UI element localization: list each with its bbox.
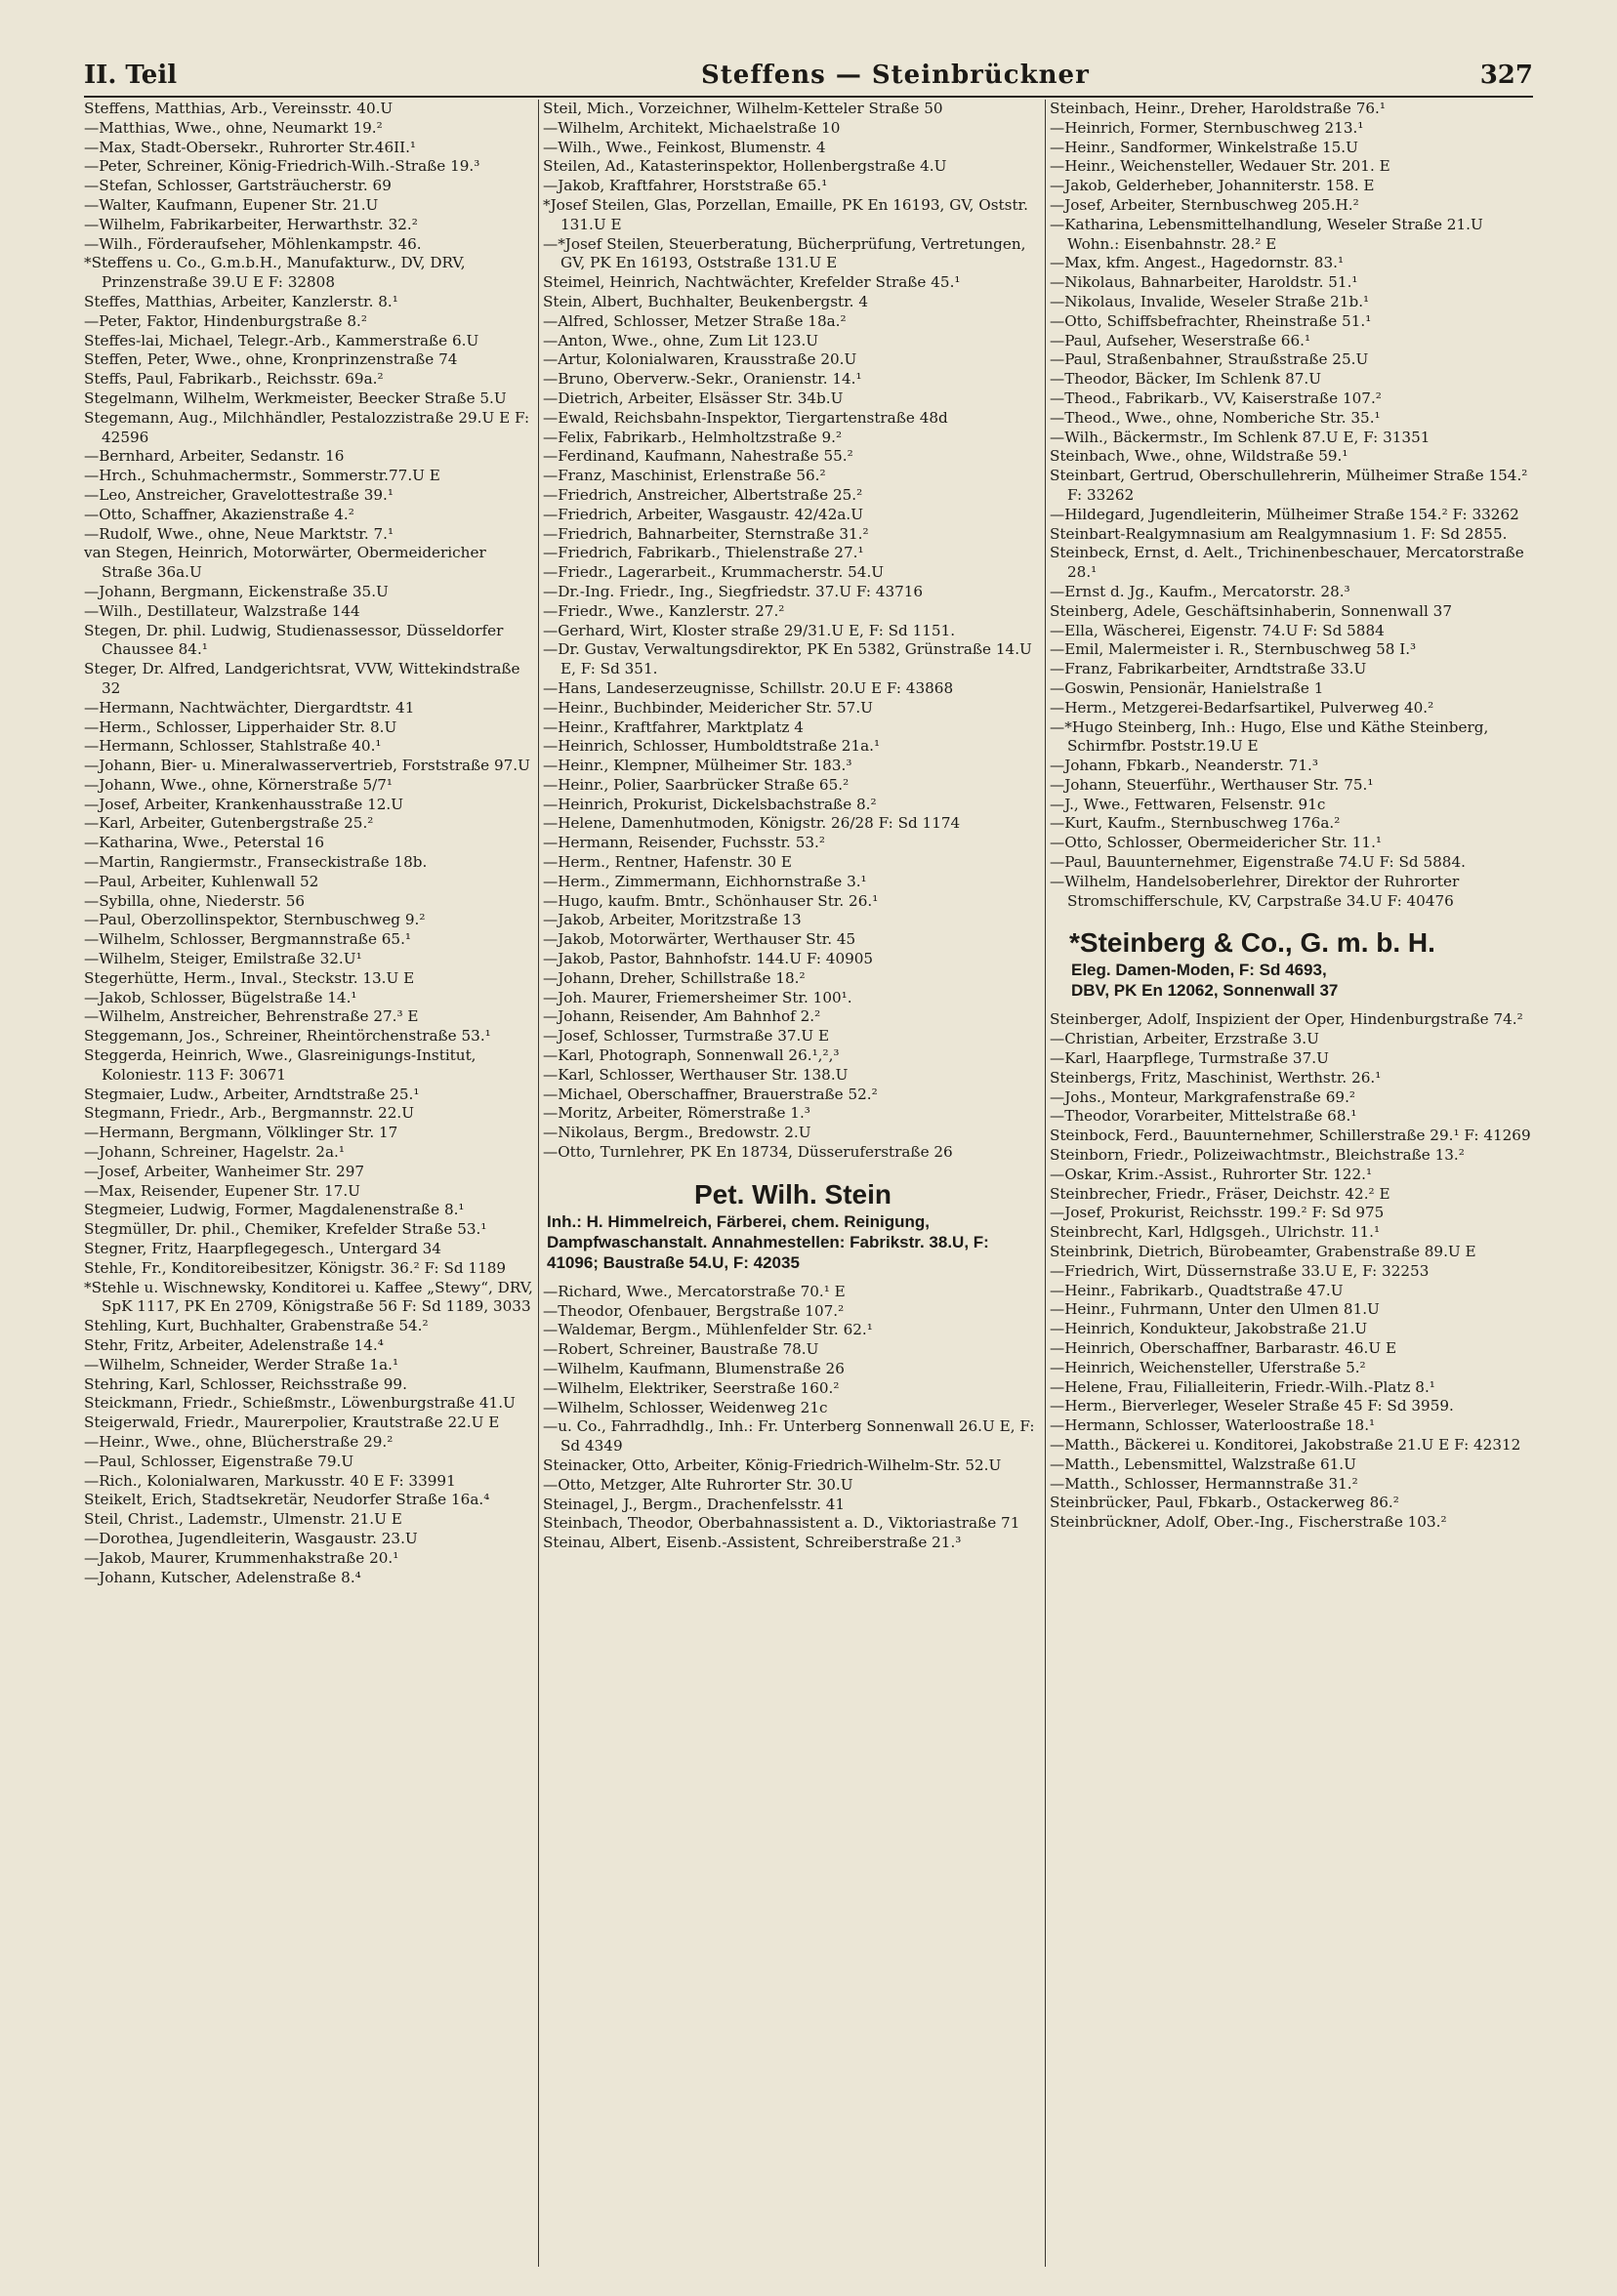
directory-entry: —Theod., Fabrikarb., VV, Kaiserstraße 107.² <box>1050 389 1382 407</box>
ad-line: DBV, PK En 12062, Sonnenwall 37 <box>1071 981 1339 1001</box>
directory-entry: —Nikolaus, Bahnarbeiter, Haroldstr. 51.¹ <box>1050 273 1358 292</box>
directory-entry: —Sybilla, ohne, Niederstr. 56 <box>84 891 306 910</box>
directory-entry: —Wilhelm, Schlosser, Bergmannstraße 65.¹ <box>84 930 412 949</box>
directory-entry: —Heinrich, Oberschaffner, Barbarastr. 46.U E <box>1050 1339 1397 1358</box>
directory-entry: —Josef, Arbeiter, Wanheimer Str. 297 <box>84 1162 365 1180</box>
directory-entry: Stegelmann, Wilhelm, Werkmeister, Beecker Straße 5.U <box>84 389 507 407</box>
directory-entry: —Hermann, Bergmann, Völklinger Str. 17 <box>84 1124 398 1142</box>
directory-entry: —Wilhelm, Schneider, Werder Straße 1a.¹ <box>84 1355 399 1374</box>
directory-entry: —Helene, Damenhutmoden, Königstr. 26/28 F: Sd 1174 <box>543 814 961 833</box>
directory-entry: —Johann, Steuerführ., Werthauser Str. 75.¹ <box>1050 775 1374 794</box>
directory-entry: Steil, Christ., Lademstr., Ulmenstr. 21.U E <box>84 1510 402 1529</box>
directory-entry: —Jakob, Kraftfahrer, Horststraße 65.¹ <box>543 177 828 195</box>
directory-entry: —Jakob, Arbeiter, Moritzstraße 13 <box>543 911 802 929</box>
directory-entry: —Helene, Frau, Filialleiterin, Friedr.-Wilh.-Platz 8.¹ <box>1050 1377 1435 1396</box>
directory-entry: —Richard, Wwe., Mercatorstraße 70.¹ E <box>543 1282 846 1300</box>
directory-entry: —Wilhelm, Kaufmann, Blumenstraße 26 <box>543 1360 845 1378</box>
directory-entry: —Walter, Kaufmann, Eupener Str. 21.U <box>84 195 379 214</box>
directory-entry: —Karl, Haarpflege, Turmstraße 37.U <box>1050 1049 1329 1068</box>
directory-entry: —Heinr., Polier, Saarbrücker Straße 65.² <box>543 775 850 794</box>
directory-entry: Steinbach, Theodor, Oberbahnassistent a. D., Viktoriastraße 71 <box>543 1514 1020 1533</box>
directory-entry: Steinbock, Ferd., Bauunternehmer, Schillerstraße 29.¹ F: 41269 <box>1050 1127 1531 1145</box>
directory-entry: —Hildegard, Jugendleiterin, Mülheimer Straße 154.² F: 33262 <box>1050 505 1519 523</box>
directory-entry: —Oskar, Krim.-Assist., Ruhrorter Str. 122.¹ <box>1050 1165 1373 1183</box>
directory-entry: —Johann, Reisender, Am Bahnhof 2.² <box>543 1007 821 1026</box>
directory-entry: —Matth., Schlosser, Hermannstraße 31.² <box>1050 1474 1358 1493</box>
directory-entry: —Paul, Straßenbahner, Straußstraße 25.U <box>1050 350 1369 369</box>
directory-entry: —Friedrich, Arbeiter, Wasgaustr. 42/42a.U <box>543 505 864 523</box>
part-label: II. Teil <box>84 61 178 90</box>
directory-entry: —Hermann, Schlosser, Waterloostraße 18.¹ <box>1050 1416 1376 1435</box>
directory-entry: Stegerhütte, Herm., Inval., Steckstr. 13.U E <box>84 968 415 987</box>
directory-entry: —Dietrich, Arbeiter, Elsässer Str. 34b.U <box>543 389 844 407</box>
directory-entry: —Heinr., Buchbinder, Meidericher Str. 57.U <box>543 698 873 717</box>
directory-entry: —Hermann, Nachtwächter, Diergardtstr. 41 <box>84 698 415 717</box>
directory-entry: Steinbach, Heinr., Dreher, Haroldstraße 76.¹ <box>1050 100 1386 117</box>
directory-entry: —Karl, Photograph, Sonnenwall 26.¹,²,³ <box>543 1046 840 1065</box>
column-middle <box>543 100 1043 2273</box>
directory-entry: —Michael, Oberschaffner, Brauerstraße 52.² <box>543 1085 878 1103</box>
directory-entry: —Friedrich, Anstreicher, Albertstraße 25.² <box>543 485 863 504</box>
directory-entry: Steimel, Heinrich, Nachtwächter, Krefelder Straße 45.¹ <box>543 273 961 292</box>
directory-entry: —Josef, Schlosser, Turmstraße 37.U E <box>543 1027 830 1046</box>
directory-entry: —Josef, Arbeiter, Sternbuschweg 205.H.² <box>1050 195 1359 214</box>
directory-entry: —Friedrich, Wirt, Düssernstraße 33.U E, F: 32253 <box>1050 1261 1430 1280</box>
directory-entry: —Ella, Wäscherei, Eigenstr. 74.U F: Sd 5884 <box>1050 621 1385 639</box>
directory-entry: —Waldemar, Bergm., Mühlenfelder Str. 62.¹ <box>543 1321 873 1339</box>
directory-entry: —Max, Stadt-Obersekr., Ruhrorter Str.46II.¹ <box>84 138 417 156</box>
directory-entry: —Herm., Zimmermann, Eichhornstraße 3.¹ <box>543 872 867 890</box>
advertisement-stein <box>543 1178 1043 1273</box>
directory-entry: —Emil, Malermeister i. R., Sternbuschweg 58 I.³ <box>1050 640 1417 659</box>
directory-entry: —Wilhelm, Steiger, Emilstraße 32.U¹ <box>84 950 362 968</box>
directory-entry: Steinbrecher, Friedr., Fräser, Deichstr. 42.² E <box>1050 1184 1390 1203</box>
directory-entry: Steggerda, Heinrich, Wwe., Glasreinigungs-Institut, Koloniestr. 113 F: 30671 <box>84 1046 477 1084</box>
directory-entry: —Rich., Kolonialwaren, Markusstr. 40 E F: 33991 <box>84 1471 456 1490</box>
directory-entry: Steinbrückner, Adolf, Ober.-Ing., Fischerstraße 103.² <box>1050 1513 1447 1532</box>
directory-entry: —Gerhard, Wirt, Kloster straße 29/31.U E, F: Sd 1151. <box>543 621 956 639</box>
directory-entry: Stegmeier, Ludwig, Former, Magdalenenstraße 8.¹ <box>84 1201 465 1219</box>
directory-entry: —Ferdinand, Kaufmann, Nahestraße 55.² <box>543 447 853 466</box>
directory-entry: Stegmaier, Ludw., Arbeiter, Arndtstraße 25.¹ <box>84 1085 420 1103</box>
directory-entry: —Otto, Schaffner, Akazienstraße 4.² <box>84 505 354 523</box>
directory-entry: —Heinr., Klempner, Mülheimer Str. 183.³ <box>543 757 852 775</box>
directory-entry: —Nikolaus, Invalide, Weseler Straße 21b.¹ <box>1050 292 1370 310</box>
directory-entry: —Hans, Landeserzeugnisse, Schillstr. 20.U E F: 43868 <box>543 678 954 697</box>
directory-entry: —Johann, Dreher, Schillstraße 18.² <box>543 968 806 987</box>
directory-entry: —Friedr., Lagerarbeit., Krummacherstr. 54.U <box>543 563 885 582</box>
directory-entry: Steinbeck, Ernst, d. Aelt., Trichinenbeschauer, Mercatorstraße 28.¹ <box>1050 544 1524 582</box>
directory-entry: —Anton, Wwe., ohne, Zum Lit 123.U <box>543 331 819 349</box>
directory-entry: —Otto, Schiffsbefrachter, Rheinstraße 51.¹ <box>1050 311 1372 330</box>
directory-entry: —Paul, Aufseher, Weserstraße 66.¹ <box>1050 331 1311 349</box>
directory-entry: *Steffens u. Co., G.m.b.H., Manufakturw., DV, DRV, Prinzenstraße 39.U E F: 32808 <box>84 254 466 292</box>
directory-entry: —*Hugo Steinberg, Inh.: Hugo, Else und Käthe Steinberg, Schirmfbr. Poststr.19.U E <box>1050 718 1489 756</box>
directory-entry: —Paul, Schlosser, Eigenstraße 79.U <box>84 1452 354 1470</box>
directory-entry: *Josef Steilen, Glas, Porzellan, Emaille, PK En 16193, GV, Oststr. 131.U E <box>543 195 1028 233</box>
directory-entry: —Ernst d. Jg., Kaufm., Mercatorstr. 28.³ <box>1050 582 1350 600</box>
directory-entry: Steinberg, Adele, Geschäftsinhaberin, Sonnenwall 37 <box>1050 601 1452 620</box>
directory-entry: —Heinrich, Kondukteur, Jakobstraße 21.U <box>1050 1320 1368 1338</box>
directory-entry: —Heinr., Weichensteller, Wedauer Str. 201. E <box>1050 157 1390 176</box>
directory-entry: —Heinrich, Prokurist, Dickelsbachstraße 8.² <box>543 795 877 813</box>
directory-entry: —Franz, Fabrikarbeiter, Arndtstraße 33.U <box>1050 660 1367 678</box>
directory-entry: —Dr.-Ing. Friedr., Ing., Siegfriedstr. 37.U F: 43716 <box>543 582 924 600</box>
directory-entry: —Friedrich, Fabrikarb., Thielenstraße 27.¹ <box>543 544 864 562</box>
directory-entry: Steinbrecht, Karl, Hdlgsgeh., Ulrichstr. 11.¹ <box>1050 1223 1381 1242</box>
directory-entry: —u. Co., Fahrradhdlg., Inh.: Fr. Unterberg Sonnenwall 26.U E, F: Sd 4349 <box>543 1417 1035 1456</box>
page-number: 327 <box>1479 61 1533 90</box>
directory-entry: Steinacker, Otto, Arbeiter, König-Friedrich-Wilhelm-Str. 52.U <box>543 1456 1002 1474</box>
directory-entry: —Leo, Anstreicher, Gravelottestraße 39.¹ <box>84 485 394 504</box>
directory-entry: Steger, Dr. Alfred, Landgerichtsrat, VVW, Wittekindstraße 32 <box>84 660 520 697</box>
directory-entry: —Hermann, Reisender, Fuchsstr. 53.² <box>543 834 825 852</box>
directory-entry: Steffes-lai, Michael, Telegr.-Arb., Kammerstraße 6.U <box>84 331 479 349</box>
directory-entry: Stehle, Fr., Konditoreibesitzer, Königstr. 36.² F: Sd 1189 <box>84 1258 507 1277</box>
directory-entry: *Stehle u. Wischnewsky, Konditorei u. Kaffee „Stewy“, DRV, SpK 1117, PK En 2709, Königstraße 56 F: Sd 1189, 3033 <box>84 1278 533 1316</box>
directory-entry: Steffs, Paul, Fabrikarb., Reichsstr. 69a.² <box>84 370 384 389</box>
directory-entry: Steggemann, Jos., Schreiner, Rheintörchenstraße 53.¹ <box>84 1027 491 1046</box>
directory-entry: —Robert, Schreiner, Baustraße 78.U <box>543 1340 819 1359</box>
directory-entry: —Alfred, Schlosser, Metzer Straße 18a.² <box>543 311 847 330</box>
directory-entry: —Paul, Arbeiter, Kuhlenwall 52 <box>84 872 319 890</box>
directory-entry: Stehr, Fritz, Arbeiter, Adelenstraße 14.⁴ <box>84 1336 384 1354</box>
directory-entry: Steinberger, Adolf, Inspizient der Oper, Hindenburgstraße 74.² <box>1050 1010 1523 1029</box>
directory-entry: —Johs., Monteur, Markgrafenstraße 69.² <box>1050 1087 1355 1106</box>
directory-entry: —Heinrich, Schlosser, Humboldtstraße 21a.¹ <box>543 737 881 756</box>
directory-entry: —Otto, Turnlehrer, PK En 18734, Düsseruferstraße 26 <box>543 1143 953 1162</box>
directory-entry: Stegner, Fritz, Haarpflegegesch., Untergard 34 <box>84 1240 441 1258</box>
directory-entry: —Theod., Wwe., ohne, Nomberiche Str. 35.¹ <box>1050 408 1381 427</box>
column-divider <box>1045 100 1046 2267</box>
directory-entry: Steickmann, Friedr., Schießmstr., Löwenburgstraße 41.U <box>84 1394 516 1413</box>
directory-entry: —Wilhelm, Handelsoberlehrer, Direktor der Ruhrorter Stromschifferschule, KV, Carpstraße 34.U F: 40476 <box>1050 872 1460 910</box>
column-left <box>84 100 535 2273</box>
directory-entry: —Paul, Bauunternehmer, Eigenstraße 74.U F: Sd 5884. <box>1050 853 1466 872</box>
column-right <box>1050 100 1533 2273</box>
directory-entry: —Otto, Schlosser, Obermeidericher Str. 11.¹ <box>1050 834 1383 852</box>
directory-entry: —Matthias, Wwe., ohne, Neumarkt 19.² <box>84 118 383 137</box>
directory-entry: —Wilh., Bäckermstr., Im Schlenk 87.U E, F: 31351 <box>1050 428 1430 446</box>
directory-entry: —Johann, Schreiner, Hagelstr. 2a.¹ <box>84 1143 345 1162</box>
directory-entry: —Johann, Bergmann, Eickenstraße 35.U <box>84 582 389 600</box>
directory-entry: —Heinrich, Weichensteller, Uferstraße 5.² <box>1050 1358 1366 1376</box>
directory-entry: —Otto, Metzger, Alte Ruhrorter Str. 30.U <box>543 1475 853 1494</box>
advertisement-steinberg <box>1050 926 1533 1001</box>
directory-entry: —Karl, Arbeiter, Gutenbergstraße 25.² <box>84 814 374 833</box>
directory-entry: —Matth., Lebensmittel, Walzstraße 61.U <box>1050 1455 1356 1473</box>
directory-entry: —Theodor, Bäcker, Im Schlenk 87.U <box>1050 370 1322 389</box>
directory-entry: Steigerwald, Friedr., Maurerpolier, Krautstraße 22.U E <box>84 1414 500 1432</box>
directory-entry: —Herm., Metzgerei-Bedarfsartikel, Pulverweg 40.² <box>1050 698 1434 717</box>
directory-entry: Steffens, Matthias, Arb., Vereinsstr. 40.U <box>84 100 394 117</box>
page-header <box>84 57 1533 98</box>
directory-entry: Steffes, Matthias, Arbeiter, Kanzlerstr. 8.¹ <box>84 292 398 310</box>
directory-entry: —Peter, Faktor, Hindenburgstraße 8.² <box>84 311 367 330</box>
directory-entry: —Paul, Oberzollinspektor, Sternbuschweg 9.² <box>84 911 426 929</box>
directory-entry: —Bernhard, Arbeiter, Sedanstr. 16 <box>84 447 345 466</box>
directory-entry: —Joh. Maurer, Friemersheimer Str. 100¹. <box>543 988 852 1006</box>
directory-entry: —Kurt, Kaufm., Sternbuschweg 176a.² <box>1050 814 1341 833</box>
directory-entry: —Theodor, Vorarbeiter, Mittelstraße 68.¹ <box>1050 1107 1357 1126</box>
ad-text: Inh.: H. Himmelreich, Färberei, chem. Reinigung, Dampfwaschanstalt. Annahmestellen: Fabrikstr. 38.U, F: 41096; Baustraße 54.U, F: 42035 <box>547 1211 989 1272</box>
directory-entry: —Dorothea, Jugendleiterin, Wasgaustr. 23.U <box>84 1529 418 1547</box>
directory-entry: —Johann, Kutscher, Adelenstraße 8.⁴ <box>84 1568 361 1586</box>
directory-entry: —Katharina, Wwe., Peterstal 16 <box>84 834 325 852</box>
directory-entry: —Josef, Prokurist, Reichsstr. 199.² F: Sd 975 <box>1050 1204 1385 1222</box>
directory-entry: Stegmann, Friedr., Arb., Bergmannstr. 22.U <box>84 1104 415 1123</box>
directory-entry: Steinbart, Gertrud, Oberschullehrerin, Mülheimer Straße 154.² F: 33262 <box>1050 467 1528 504</box>
directory-entry: —Dr. Gustav, Verwaltungsdirektor, PK En 5382, Grünstraße 14.U E, F: Sd 351. <box>543 640 1032 678</box>
directory-entry: —Martin, Rangiermstr., Franseckistraße 18b. <box>84 853 428 872</box>
directory-entry: —Herm., Schlosser, Lipperhaider Str. 8.U <box>84 718 397 736</box>
directory-entry: —Hugo, kaufm. Bmtr., Schönhauser Str. 26.¹ <box>543 891 879 910</box>
ad-title: Pet. Wilh. Stein <box>694 1178 891 1210</box>
directory-entry: —Felix, Fabrikarb., Helmholtzstraße 9.² <box>543 428 843 446</box>
directory-entry: —Johann, Fbkarb., Neanderstr. 71.³ <box>1050 757 1318 775</box>
directory-entry: —Ewald, Reichsbahn-Inspektor, Tiergartenstraße 48d <box>543 408 948 427</box>
directory-entry: —Christian, Arbeiter, Erzstraße 3.U <box>1050 1030 1319 1048</box>
directory-entry: Steinbrink, Dietrich, Bürobeamter, Grabenstraße 89.U E <box>1050 1243 1476 1261</box>
directory-entry: —Wilhelm, Anstreicher, Behrenstraße 27.³ E <box>84 1007 419 1026</box>
column-divider <box>538 100 539 2267</box>
directory-entry: —Heinr., Kraftfahrer, Marktplatz 4 <box>543 718 804 736</box>
directory-entry: Steinau, Albert, Eisenb.-Assistent, Schreiberstraße 21.³ <box>543 1534 962 1552</box>
directory-entry: Stegen, Dr. phil. Ludwig, Studienassessor, Düsseldorfer Chaussee 84.¹ <box>84 621 504 659</box>
directory-entry: —Stefan, Schlosser, Gartsträucherstr. 69 <box>84 177 392 195</box>
directory-entry: Stegmüller, Dr. phil., Chemiker, Krefelder Straße 53.¹ <box>84 1220 487 1239</box>
directory-entry: —Goswin, Pensionär, Hanielstraße 1 <box>1050 678 1324 697</box>
directory-entry: Stehling, Kurt, Buchhalter, Grabenstraße 54.² <box>84 1317 429 1335</box>
directory-entry: —Katharina, Lebensmittelhandlung, Weseler Straße 21.U Wohn.: Eisenbahnstr. 28.² E <box>1050 215 1483 253</box>
directory-entry: —Jakob, Motorwärter, Werthauser Str. 45 <box>543 930 856 949</box>
directory-entry: —Rudolf, Wwe., ohne, Neue Marktstr. 7.¹ <box>84 524 394 543</box>
directory-entry: —Moritz, Arbeiter, Römerstraße 1.³ <box>543 1104 810 1123</box>
directory-entry: —Friedr., Wwe., Kanzlerstr. 27.² <box>543 601 785 620</box>
directory-entry: Steilen, Ad., Katasterinspektor, Hollenbergstraße 4.U <box>543 157 947 176</box>
directory-entry: —Bruno, Oberverw.-Sekr., Oranienstr. 14.¹ <box>543 370 862 389</box>
directory-entry: —Artur, Kolonialwaren, Krausstraße 20.U <box>543 350 857 369</box>
directory-entry: —Jakob, Gelderheber, Johanniterstr. 158. E <box>1050 177 1375 195</box>
directory-entry: Steinagel, J., Bergm., Drachenfelsstr. 41 <box>543 1495 846 1513</box>
directory-entry: —Karl, Schlosser, Werthauser Str. 138.U <box>543 1065 849 1084</box>
directory-entry: —Nikolaus, Bergm., Bredowstr. 2.U <box>543 1124 811 1142</box>
directory-entry: —Friedrich, Bahnarbeiter, Sternstraße 31.² <box>543 524 869 543</box>
directory-entry: —Max, Reisender, Eupener Str. 17.U <box>84 1181 360 1200</box>
directory-entry: Steinbergs, Fritz, Maschinist, Werthstr. 26.¹ <box>1050 1068 1382 1086</box>
ad-title: *Steinberg & Co., G. m. b. H. <box>1069 927 1435 959</box>
directory-entry: Steffen, Peter, Wwe., ohne, Kronprinzenstraße 74 <box>84 350 458 369</box>
directory-entry: —Wilhelm, Architekt, Michaelstraße 10 <box>543 118 841 137</box>
directory-entry: —Max, kfm. Angest., Hagedornstr. 83.¹ <box>1050 254 1345 272</box>
directory-entry: —*Josef Steilen, Steuerberatung, Bücherprüfung, Vertretungen, GV, PK En 16193, Oststraße 131.U E <box>543 234 1026 272</box>
directory-entry: —Peter, Schreiner, König-Friedrich-Wilh.-Straße 19.³ <box>84 157 480 176</box>
directory-entry: —Wilh., Destillateur, Walzstraße 144 <box>84 601 360 620</box>
directory-entry: —Josef, Arbeiter, Krankenhausstraße 12.U <box>84 795 404 813</box>
directory-entry: —Franz, Maschinist, Erlenstraße 56.² <box>543 467 826 485</box>
directory-entry: Stein, Albert, Buchhalter, Beukenbergstr. 4 <box>543 292 869 310</box>
directory-entry: Steinbrücker, Paul, Fbkarb., Ostackerweg 86.² <box>1050 1494 1399 1512</box>
directory-entry: —Heinr., Sandformer, Winkelstraße 15.U <box>1050 138 1358 156</box>
directory-entry: —Jakob, Pastor, Bahnhofstr. 144.U F: 40905 <box>543 950 874 968</box>
directory-entry: —Matth., Bäckerei u. Konditorei, Jakobstraße 21.U E F: 42312 <box>1050 1436 1521 1454</box>
directory-entry: —Johann, Bier- u. Mineralwasservertrieb, Forststraße 97.U <box>84 757 530 775</box>
directory-entry: —Heinr., Fabrikarb., Quadtstraße 47.U <box>1050 1281 1344 1299</box>
directory-entry: Steil, Mich., Vorzeichner, Wilhelm-Ketteler Straße 50 <box>543 100 943 117</box>
directory-entry: —Theodor, Ofenbauer, Bergstraße 107.² <box>543 1301 845 1320</box>
name-range: Steffens — Steinbrückner <box>701 61 1090 90</box>
directory-entry: —Wilh., Wwe., Feinkost, Blumenstr. 4 <box>543 138 826 156</box>
directory-entry: —Hrch., Schuhmachermstr., Sommerstr.77.U E <box>84 467 440 485</box>
directory-entry: —J., Wwe., Fettwaren, Felsenstr. 91c <box>1050 795 1326 813</box>
directory-entry: —Heinr., Wwe., ohne, Blücherstraße 29.² <box>84 1432 394 1451</box>
directory-entry: —Wilh., Förderaufseher, Möhlenkampstr. 46. <box>84 234 422 253</box>
directory-entry: —Hermann, Schlosser, Stahlstraße 40.¹ <box>84 737 382 756</box>
directory-entry: —Herm., Rentner, Hafenstr. 30 E <box>543 853 792 872</box>
directory-entry: —Jakob, Schlosser, Bügelstraße 14.¹ <box>84 988 357 1006</box>
directory-entry: Steinbach, Wwe., ohne, Wildstraße 59.¹ <box>1050 447 1348 466</box>
ad-line: Eleg. Damen-Moden, F: Sd 4693, <box>1071 961 1327 980</box>
directory-entry: Stehring, Karl, Schlosser, Reichsstraße 99. <box>84 1374 407 1393</box>
directory-entry: —Wilhelm, Schlosser, Weidenweg 21c <box>543 1398 828 1416</box>
directory-entry: Stegemann, Aug., Milchhändler, Pestalozzistraße 29.U E F: 42596 <box>84 408 530 446</box>
directory-entry: Steinborn, Friedr., Polizeiwachtmstr., Bleichstraße 13.² <box>1050 1146 1465 1165</box>
directory-entry: van Stegen, Heinrich, Motorwärter, Obermeidericher Straße 36a.U <box>84 544 486 582</box>
directory-entry: Steikelt, Erich, Stadtsekretär, Neudorfer Straße 16a.⁴ <box>84 1491 490 1509</box>
directory-entry: —Jakob, Maurer, Krummenhakstraße 20.¹ <box>84 1548 399 1567</box>
directory-entry: —Wilhelm, Fabrikarbeiter, Herwarthstr. 32.² <box>84 215 418 233</box>
directory-entry: —Heinr., Fuhrmann, Unter den Ulmen 81.U <box>1050 1300 1380 1319</box>
directory-entry: —Wilhelm, Elektriker, Seerstraße 160.² <box>543 1378 840 1397</box>
directory-entry: —Heinrich, Former, Sternbuschweg 213.¹ <box>1050 118 1364 137</box>
directory-entry: —Herm., Bierverleger, Weseler Straße 45 F: Sd 3959. <box>1050 1397 1454 1415</box>
directory-entry: Steinbart-Realgymnasium am Realgymnasium 1. F: Sd 2855. <box>1050 524 1508 543</box>
directory-entry: —Johann, Wwe., ohne, Körnerstraße 5/7¹ <box>84 775 393 794</box>
